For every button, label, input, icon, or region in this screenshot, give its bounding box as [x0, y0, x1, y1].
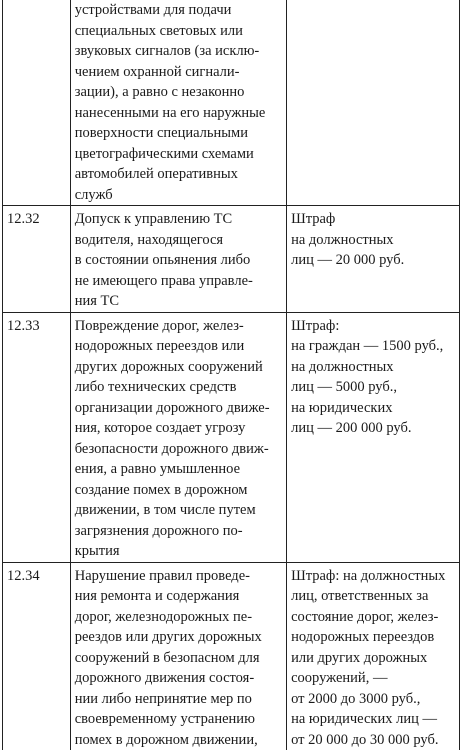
- penalty-text: Штраф: на граждан — 1500 руб., на должностных лиц — 5000 руб., на юридических лиц — 200 000 руб.: [291, 316, 454, 439]
- violation-description: Повреждение дорог, желез- нодорожных переездов или других дорожных сооружений либо технических средств организации дорожного движе- ния, которое создает угрозу безопасности дорожного движ- ения, а равно умышленное создание помех в дорожном движении, в том числе путем загрязнения дорожного по- крытия: [75, 316, 281, 562]
- penalty-cell: [287, 562, 460, 750]
- article-number-cell: [3, 312, 71, 562]
- penalty-cell: [287, 206, 460, 313]
- article-number: 12.32: [7, 209, 65, 230]
- article-number-cell: [3, 562, 71, 750]
- article-number: 12.34: [7, 566, 65, 587]
- article-number-cell: [3, 0, 71, 206]
- violation-description-cell: [70, 0, 286, 206]
- penalty-cell: [287, 0, 460, 206]
- penalty-cell: [287, 312, 460, 562]
- violation-description-cell: [70, 312, 286, 562]
- penalty-text: Штраф на должностных лиц — 20 000 руб.: [291, 209, 454, 271]
- table-row: [3, 0, 460, 206]
- violation-description: устройствами для подачи специальных световых или звуковых сигналов (за исклю- чением охранной сигнали- зации), а равно с незаконно нанесенными на его наружные поверхности специальными цветографическими схемами автомобилей оперативных служб: [75, 0, 281, 205]
- violation-description: Нарушение правил проведе- ния ремонта и содержания дорог, железнодорожных пе- реездов или других дорожных сооружений в безопасном для дорожного движения состоя- нии либо непринятие мер по своевременному устранению помех в дорожном движении,: [75, 566, 281, 750]
- table-row: [3, 312, 460, 562]
- table-row: [3, 206, 460, 313]
- violation-description-cell: [70, 562, 286, 750]
- penalty-text: Штраф: на должностных лиц, ответственных за состояние дорог, желез- нодорожных переездов или других дорожных сооружений, — от 2000 до 3000 руб., на юридических лиц — от 20 000 до 30 000 руб.: [291, 566, 454, 750]
- table-row: [3, 562, 460, 750]
- violations-table: [2, 0, 460, 750]
- violation-description-cell: [70, 206, 286, 313]
- violation-description: Допуск к управлению ТС водителя, находящегося в состоянии опьянения либо не имеющего права управле- ния ТС: [75, 209, 281, 312]
- article-number-cell: [3, 206, 71, 313]
- article-number: 12.33: [7, 316, 65, 337]
